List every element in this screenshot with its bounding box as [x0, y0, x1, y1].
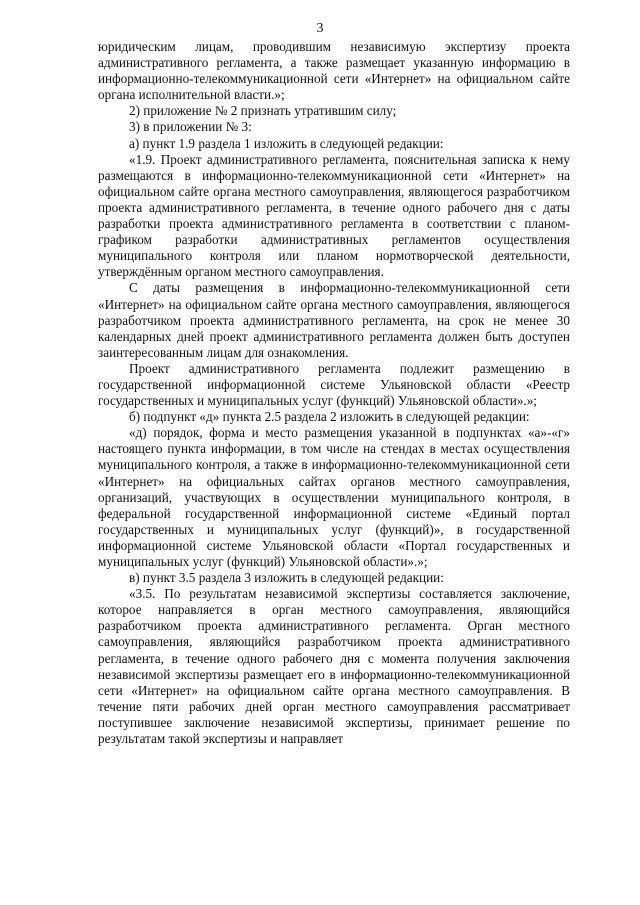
paragraph-subitem-v: в) пункт 3.5 раздела 3 изложить в следующей редакции: [129, 570, 444, 586]
paragraph-item-2: 2) приложение № 2 признать утратившим силу; [129, 103, 397, 119]
paragraph-clause-d: «д) порядок, форма и место размещения указанной в подпунктах «а»-«г» настоящего пункта информации, в том числе на стендах в местах осуществления муниципального контроля, а также в информационно-телекоммуникационной сети «Интернет» на официальных сайтах органов местного самоуправления, организаций, участвующих в осуществлении муниципального контроля, в федеральной государственной информационной системе «Единый портал государственных и муниципальных услуг (функций)», в государственной информационной системе Ульяновской области «Портал государственных и муниципальных услуг (функций) Ульяновской области».»; [98, 425, 570, 569]
paragraph-subitem-b: б) подпункт «д» пункта 2.5 раздела 2 изложить в следующей редакции: [129, 409, 530, 425]
paragraph-clause-3-5: «3.5. По результатам независимой экспертизы составляется заключение, которое направляется в орган местного самоуправления, являющийся разработчиком проекта административного регламента. Орган местного самоуправления, являющийся разработчиком проекта административного регламента, в течение одного рабочего дня с момента получения заключения независимой экспертизы размещает его в информационно-телекоммуникационной сети «Интернет» на официальном сайте органа местного самоуправления. В течение пяти рабочих дней орган местного самоуправления рассматривает поступившее заключение независимой экспертизы, принимает решение по результатам такой экспертизы и направляет [98, 586, 570, 747]
paragraph-subitem-a: а) пункт 1.9 раздела 1 изложить в следующей редакции: [129, 135, 444, 151]
document-body [98, 39, 570, 747]
paragraph-item-3: 3) в приложении № 3: [129, 119, 252, 135]
paragraph-clause-1-9: «1.9. Проект административного регламента, пояснительная записка к нему размещаются в информационно-телекоммуникационной сети «Интернет» на официальном сайте органа местного самоуправления, являющегося разработчиком проекта административного регламента, в течение одного рабочего дня с даты разработки проекта административного регламента в соответствии с планом-графиком разработки административных регламентов осуществления муниципального контроля или планом нормотворческой деятельности, утверждённым органом местного самоуправления. [98, 151, 570, 280]
paragraph-placement-period: С даты размещения в информационно-телекоммуникационной сети «Интернет» на официальном сайте органа местного самоуправления, являющегося разработчиком проекта административного регламента, на срок не менее 30 календарных дней проект административного регламента должен быть доступен заинтересованным лицам для ознакомления. [98, 280, 570, 360]
paragraph-continuation: юридическим лицам, проводившим независимую экспертизу проекта административного регламента, а также размещает указанную информацию в информационно-телекоммуникационной сети «Интернет» на официальном сайте органа исполнительной власти.»; [98, 39, 570, 103]
paragraph-registry: Проект административного регламента подлежит размещению в государственной информационной системе Ульяновской области «Реестр государственных и муниципальных услуг (функций) Ульяновской области».»; [98, 360, 570, 409]
page-number: 3 [316, 21, 324, 36]
